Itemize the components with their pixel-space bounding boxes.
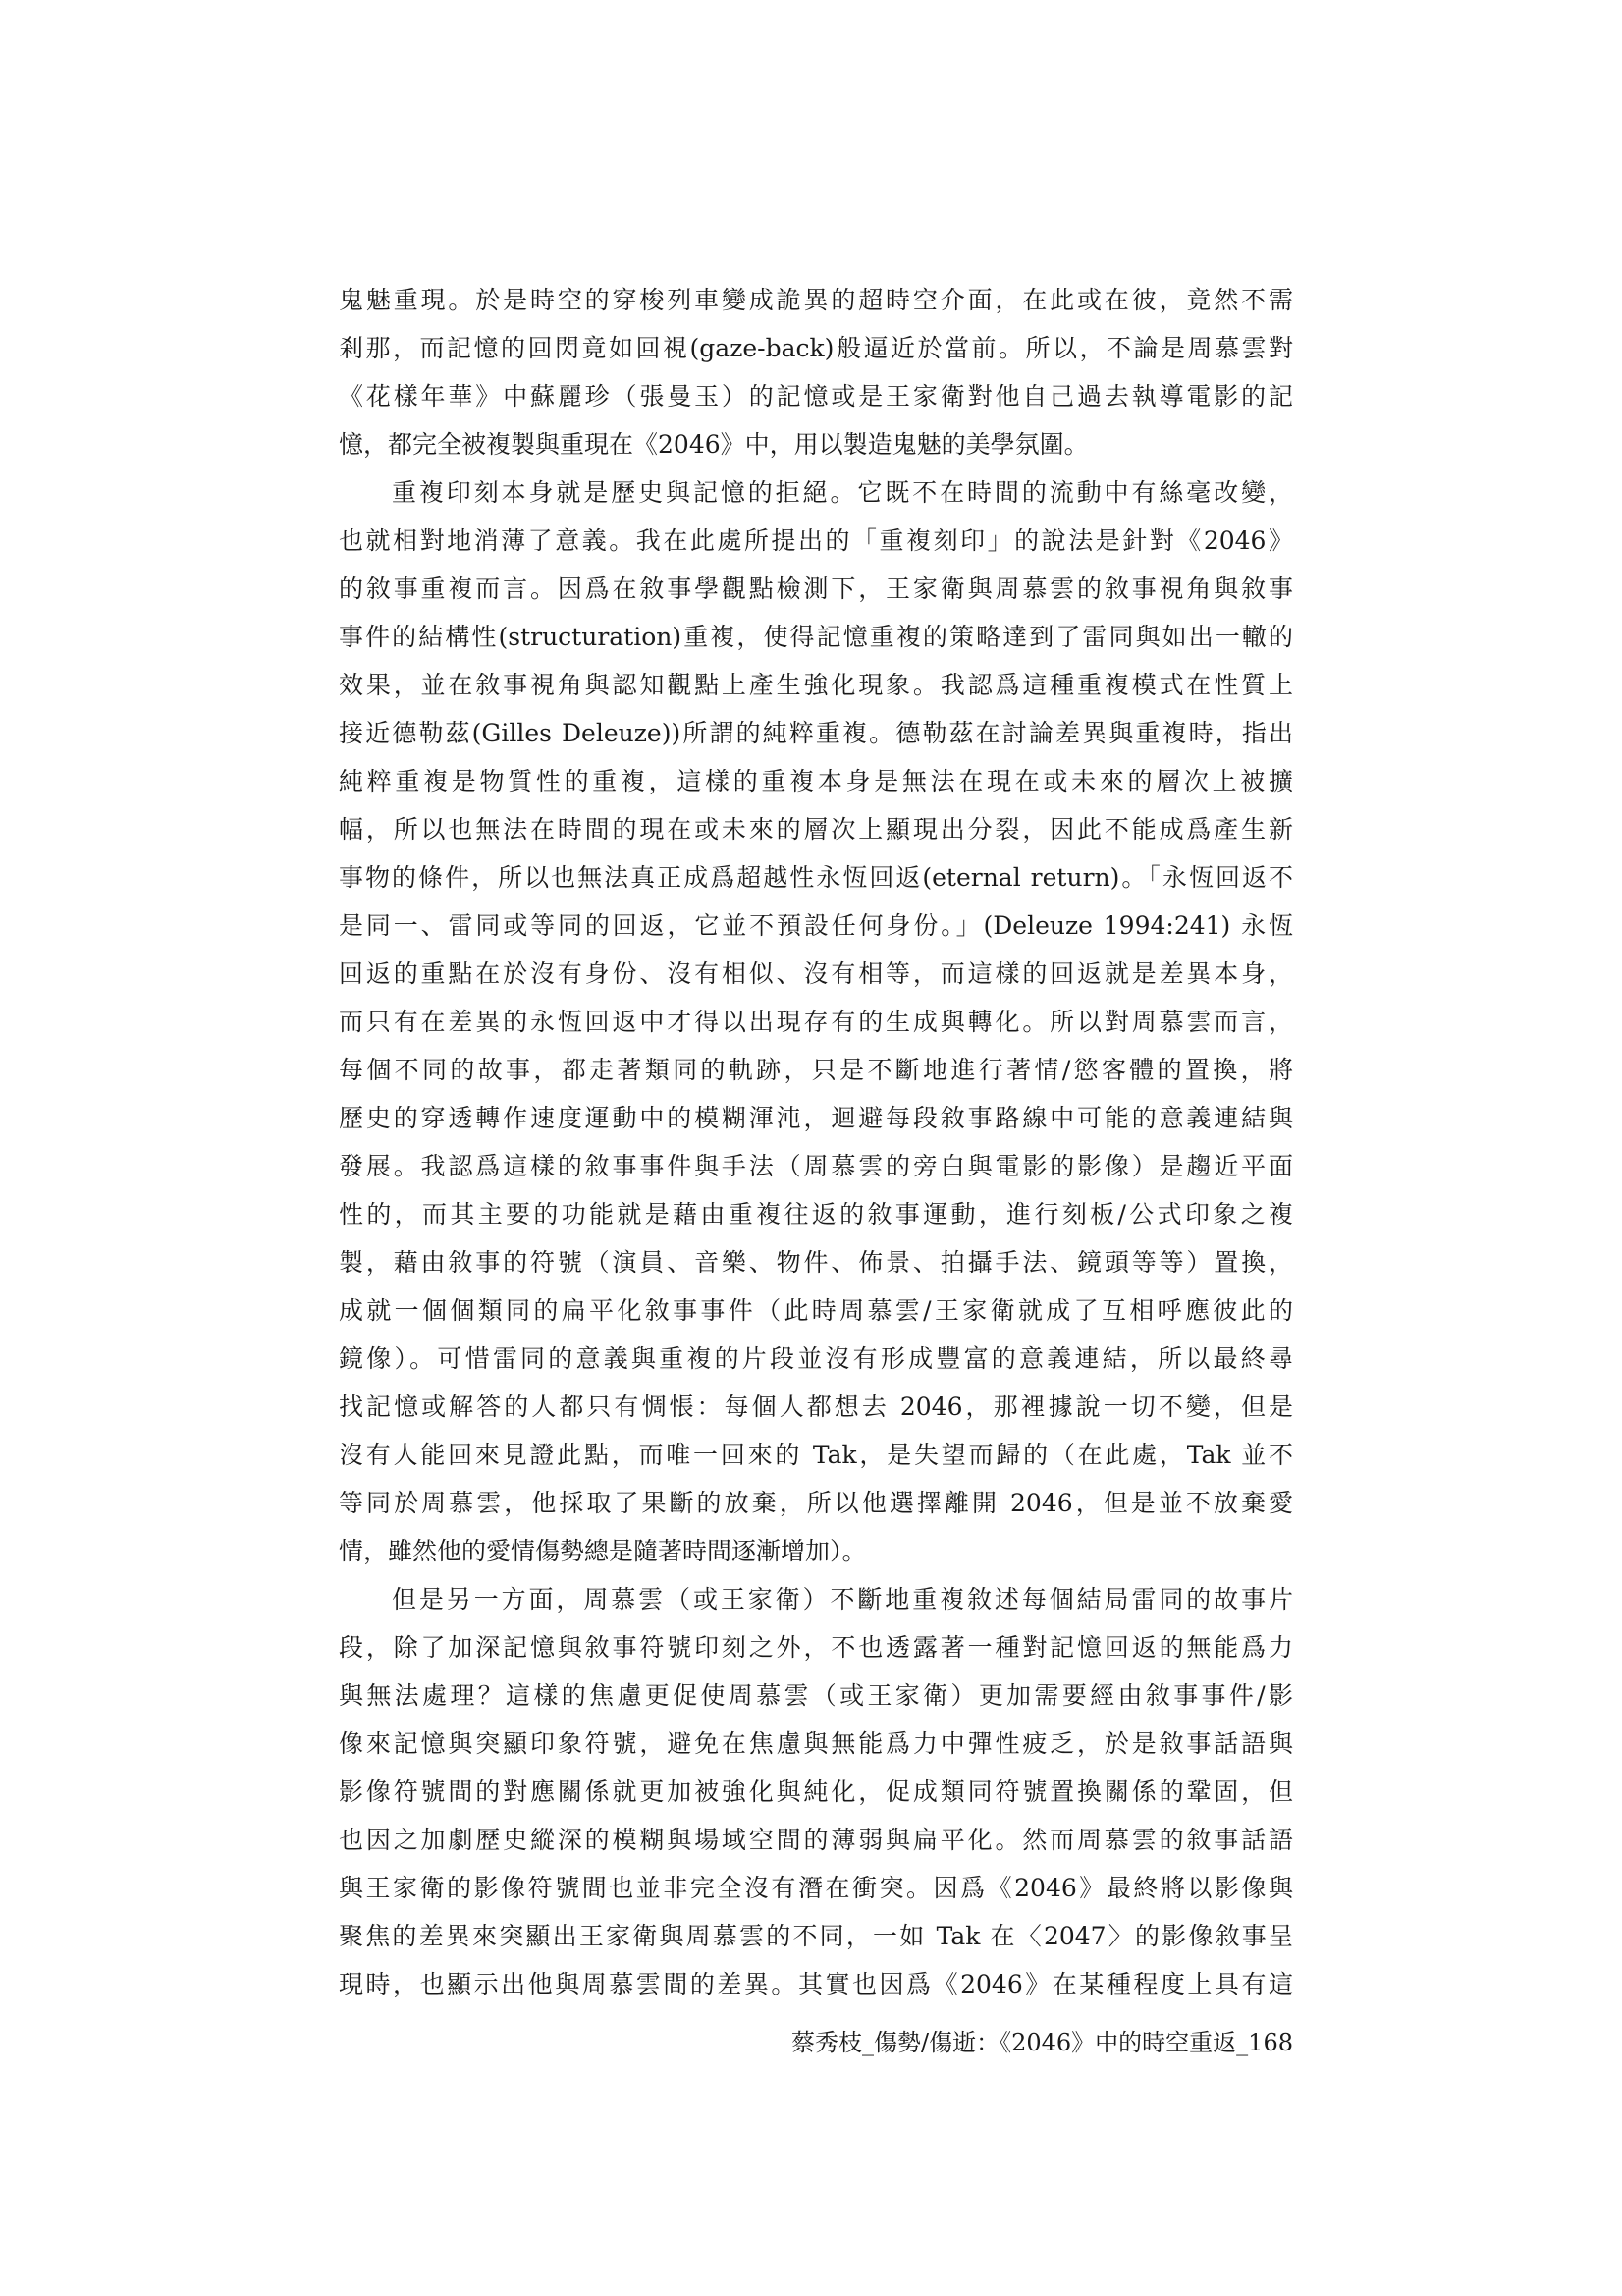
- page-footer: 蔡秀枝_傷勢/傷逝：《2046》中的時空重返_168: [791, 2029, 1293, 2056]
- text-line: 純粹重複是物質性的重複，這樣的重複本身是無法在現在或未來的層次上被擴: [339, 767, 1293, 795]
- text-line: 的敘事重複而言。因爲在敘事學觀點檢測下，王家衛與周慕雲的敘事視角與敘事: [339, 574, 1293, 603]
- body-text: [339, 276, 1293, 2008]
- text-line: 與無法處理？這樣的焦慮更促使周慕雲（或王家衛）更加需要經由敘事事件/影: [339, 1681, 1293, 1710]
- text-line: 影像符號間的對應關係就更加被強化與純化，促成類同符號置換關係的鞏固，但: [339, 1777, 1293, 1806]
- text-line: 也就相對地消薄了意義。我在此處所提出的「重複刻印」的說法是針對《2046》: [339, 526, 1293, 555]
- text-line: 但是另一方面，周慕雲（或王家衛）不斷地重複敘述每個結局雷同的故事片: [392, 1585, 1293, 1613]
- text-line: 效果，並在敘事視角與認知觀點上產生強化現象。我認爲這種重複模式在性質上: [339, 671, 1293, 699]
- text-line: 事件的結構性(structuration)重複，使得記憶重複的策略達到了雷同與如出一轍的: [339, 623, 1293, 651]
- text-line: 發展。我認爲這樣的敘事事件與手法（周慕雲的旁白與電影的影像）是趨近平面: [339, 1152, 1293, 1180]
- text-line: 聚焦的差異來突顯出王家衛與周慕雲的不同，一如 Tak 在〈2047〉的影像敘事呈: [339, 1922, 1293, 1950]
- text-line: 《花樣年華》中蘇麗珍（張曼玉）的記憶或是王家衛對他自己過去執導電影的記: [339, 382, 1293, 410]
- text-line: 成就一個個類同的扁平化敘事事件（此時周慕雲/王家衛就成了互相呼應彼此的: [339, 1296, 1293, 1325]
- text-line: 幅，所以也無法在時間的現在或未來的層次上顯現出分裂，因此不能成爲產生新: [339, 815, 1293, 844]
- text-line: 鬼魅重現。於是時空的穿梭列車變成詭異的超時空介面，在此或在彼，竟然不需: [339, 286, 1293, 314]
- text-line: 歷史的穿透轉作速度運動中的模糊渾沌，迴避每段敘事路線中可能的意義連結與: [339, 1104, 1293, 1132]
- text-line: 鏡像）。可惜雷同的意義與重複的片段並沒有形成豐富的意義連結，所以最終尋: [339, 1344, 1293, 1373]
- text-line: 重複印刻本身就是歷史與記憶的拒絕。它既不在時間的流動中有絲毫改變，: [392, 478, 1293, 507]
- text-line: 找記憶或解答的人都只有惆悵：每個人都想去 2046，那裡據說一切不變，但是: [339, 1393, 1293, 1421]
- text-line: 像來記憶與突顯印象符號，避免在焦慮與無能爲力中彈性疲乏，於是敘事話語與: [339, 1729, 1293, 1758]
- text-line: 等同於周慕雲，他採取了果斷的放棄，所以他選擇離開 2046，但是並不放棄愛: [339, 1489, 1293, 1517]
- text-line: 回返的重點在於沒有身份、沒有相似、沒有相等，而這樣的回返就是差異本身，: [339, 959, 1293, 988]
- text-line: 現時，也顯示出他與周慕雲間的差異。其實也因爲《2046》在某種程度上具有這: [339, 1970, 1293, 1998]
- text-line: 憶，都完全被複製與重現在《2046》中，用以製造鬼魅的美學氛圍。: [339, 430, 1089, 459]
- text-line: 是同一、雷同或等同的回返，它並不預設任何身份。」(Deleuze 1994:241) 永恆: [339, 911, 1293, 940]
- text-line: 情，雖然他的愛情傷勢總是隨著時間逐漸增加）。: [339, 1537, 867, 1565]
- text-line: 性的，而其主要的功能就是藉由重複往返的敘事運動，進行刻板/公式印象之複: [339, 1200, 1293, 1229]
- text-line: 沒有人能回來見證此點，而唯一回來的 Tak，是失望而歸的（在此處，Tak 並不: [339, 1441, 1293, 1469]
- text-line: 每個不同的故事，都走著類同的軌跡，只是不斷地進行著情/慾客體的置換，將: [339, 1056, 1293, 1084]
- text-line: 段，除了加深記憶與敘事符號印刻之外，不也透露著一種對記憶回返的無能爲力: [339, 1633, 1293, 1662]
- text-line: 而只有在差異的永恆回返中才得以出現存有的生成與轉化。所以對周慕雲而言，: [339, 1008, 1293, 1036]
- text-line: 接近德勒茲(Gilles Deleuze))所謂的純粹重複。德勒茲在討論差異與重複時，指出: [339, 719, 1293, 747]
- text-line: 與王家衛的影像符號間也並非完全沒有潛在衝突。因爲《2046》最終將以影像與: [339, 1874, 1293, 1902]
- text-line: 剎那，而記憶的回閃竟如回視(gaze-back)般逼近於當前。所以，不論是周慕雲對: [339, 334, 1293, 362]
- text-line: 製，藉由敘事的符號（演員、音樂、物件、佈景、拍攝手法、鏡頭等等）置換，: [339, 1248, 1293, 1277]
- text-line: 也因之加劇歷史縱深的模糊與場域空間的薄弱與扁平化。然而周慕雲的敘事話語: [339, 1826, 1293, 1854]
- text-line: 事物的條件，所以也無法真正成爲超越性永恆回返(eternal return)。「永恆回返不: [339, 863, 1293, 892]
